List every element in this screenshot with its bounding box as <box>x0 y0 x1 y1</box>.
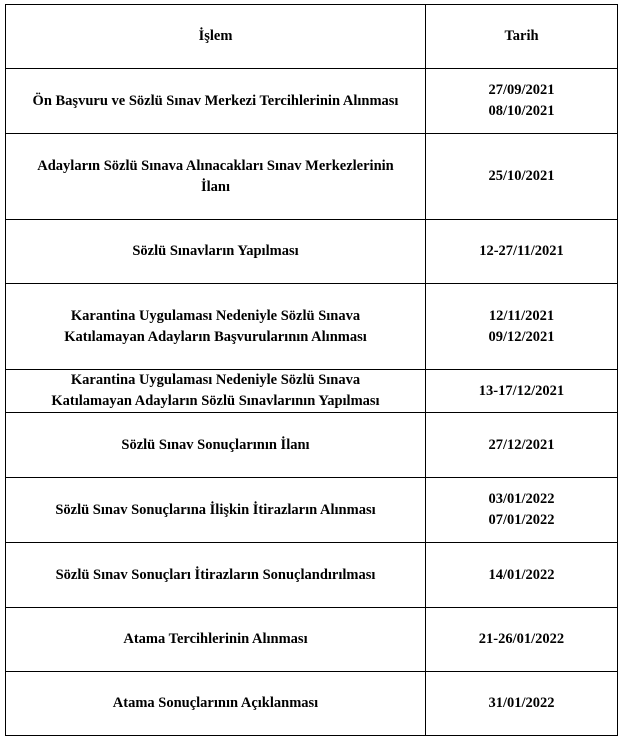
date-cell <box>426 69 618 134</box>
date-text: 27/09/2021 <box>488 82 555 98</box>
header-row <box>6 5 618 69</box>
date-text: 08/10/2021 <box>488 103 555 119</box>
date-text: 14/01/2022 <box>488 566 555 583</box>
process-text: Karantina Uygulaması Nedeniyle Sözlü Sınava <box>70 307 361 324</box>
process-text: Atama Sonuçlarının Açıklanması <box>112 695 319 711</box>
process-text: Katılamayan Adayların Sözlü Sınavlarının Yapılması <box>51 393 380 409</box>
date-text: 31/01/2022 <box>488 695 555 711</box>
process-cell <box>6 370 426 413</box>
table-row <box>6 284 618 370</box>
table-row <box>6 478 618 543</box>
date-text: 03/01/2022 <box>488 491 555 507</box>
process-text: Karantina Uygulaması Nedeniyle Sözlü Sınava <box>70 372 361 388</box>
date-cell <box>426 134 618 220</box>
date-text: 12/11/2021 <box>488 307 555 324</box>
date-text: 09/12/2021 <box>488 328 555 345</box>
date-text: 13-17/12/2021 <box>478 382 565 399</box>
table-row <box>6 543 618 608</box>
date-text: 12-27/11/2021 <box>479 243 564 259</box>
date-cell <box>426 284 618 370</box>
date-cell <box>426 413 618 478</box>
date-cell <box>426 608 618 672</box>
process-text: Ön Başvuru ve Sözlü Sınav Merkezi Tercihlerinin Alınması <box>32 92 399 109</box>
process-cell <box>6 608 426 672</box>
process-cell <box>6 69 426 134</box>
process-text: Adayların Sözlü Sınava Alınacakları Sınav Merkezlerinin <box>37 157 394 174</box>
date-text: 25/10/2021 <box>488 168 555 184</box>
date-text: 27/12/2021 <box>488 436 555 453</box>
table-row <box>6 672 618 736</box>
process-text: Atama Tercihlerinin Alınması <box>123 631 308 647</box>
date-cell <box>426 672 618 736</box>
process-text: Sözlü Sınav Sonuçlarına İlişkin İtirazların Alınması <box>55 501 376 518</box>
process-text: Sözlü Sınavların Yapılması <box>132 243 299 259</box>
header-date: Tarih <box>426 5 618 69</box>
date-cell <box>426 220 618 284</box>
date-cell <box>426 478 618 543</box>
table-row <box>6 608 618 672</box>
header-process: İşlem <box>6 5 426 69</box>
process-text: Katılamayan Adayların Başvurularının Alınması <box>64 328 367 345</box>
process-cell <box>6 478 426 543</box>
process-text: Sözlü Sınav Sonuçlarının İlanı <box>121 436 310 453</box>
table-row <box>6 69 618 134</box>
table-row <box>6 413 618 478</box>
date-cell <box>426 370 618 413</box>
date-text: 07/01/2022 <box>488 512 555 528</box>
date-text: 21-26/01/2022 <box>478 631 565 647</box>
process-cell <box>6 134 426 220</box>
table-row <box>6 370 618 413</box>
process-text: Sözlü Sınav Sonuçları İtirazların Sonuçlandırılması <box>55 566 376 583</box>
process-cell <box>6 543 426 608</box>
process-cell <box>6 413 426 478</box>
process-cell <box>6 672 426 736</box>
process-cell <box>6 284 426 370</box>
process-cell <box>6 220 426 284</box>
table-row <box>6 134 618 220</box>
process-text: İlanı <box>200 178 230 195</box>
date-cell <box>426 543 618 608</box>
schedule-table <box>5 4 618 736</box>
table-row <box>6 220 618 284</box>
